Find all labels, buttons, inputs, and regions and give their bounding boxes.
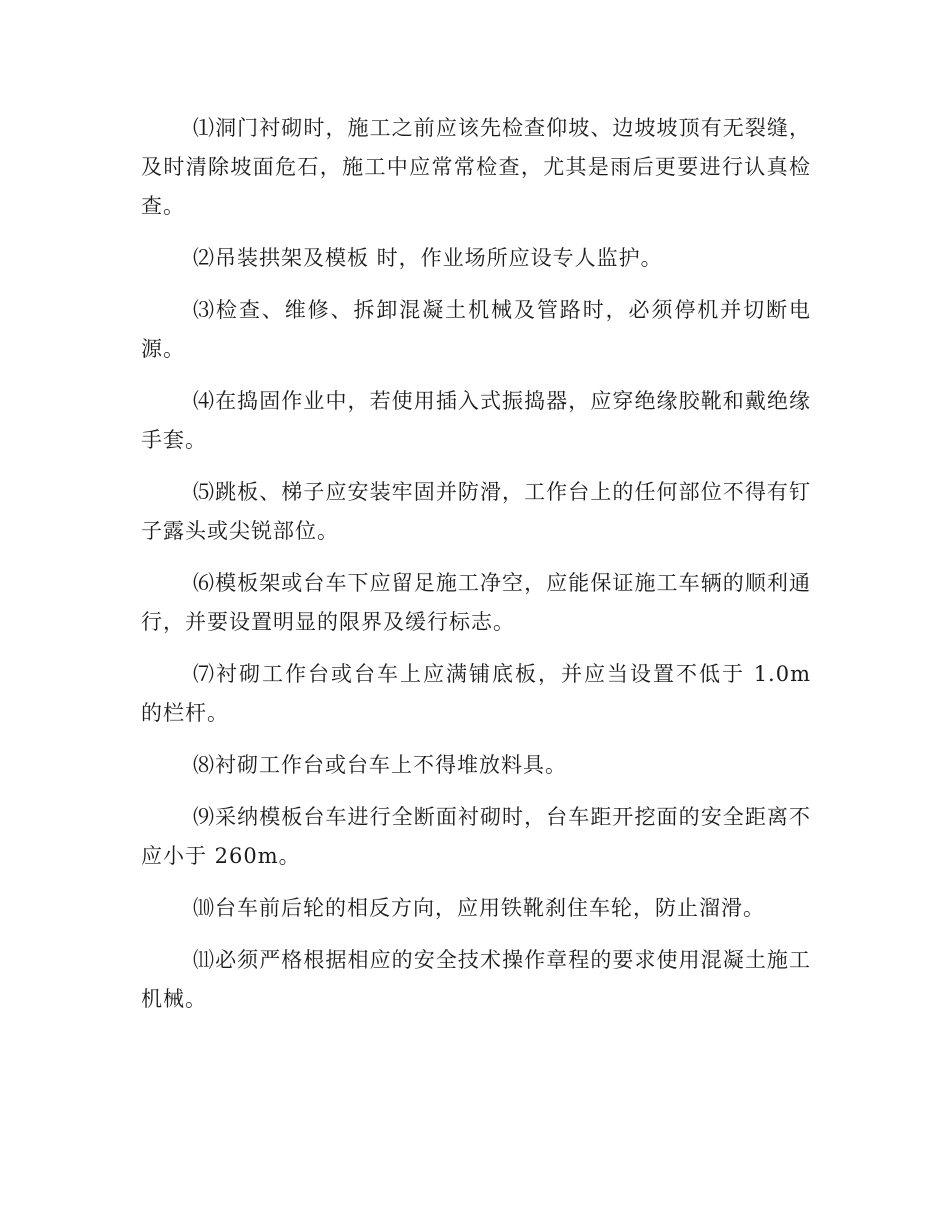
paragraph-2: ⑵吊装拱架及模板 时，作业场所应设专人监护。 — [193, 246, 663, 270]
paragraph-7: ⑺衬砌工作台或台车上应满铺底板，并应当设置不低于 1.0m 的栏杆。 — [141, 662, 811, 725]
paragraph-6: ⑹模板架或台车下应留足施工净空，应能保证施工车辆的顺利通行，并要设置明显的限界及缓行标志。 — [141, 571, 811, 634]
paragraph-5: ⑸跳板、梯子应安装牢固并防滑，工作台上的任何部位不得有钉子露头或尖锐部位。 — [141, 480, 811, 543]
paragraph-9: ⑼采纳模板台车进行全断面衬砌时，台车距开挖面的安全距离不应小于 260m。 — [141, 805, 811, 868]
paragraph-3: ⑶检查、维修、拆卸混凝土机械及管路时，必须停机并切断电源。 — [141, 298, 811, 361]
paragraph-11: ⑾必须严格根据相应的安全技术操作章程的要求使用混凝土施工机械。 — [141, 948, 811, 1011]
paragraph-10: ⑽台车前后轮的相反方向，应用铁靴刹住车轮，防止溜滑。 — [193, 896, 765, 920]
document-body — [141, 109, 811, 1032]
paragraph-8: ⑻衬砌工作台或台车上不得堆放料具。 — [193, 753, 567, 777]
paragraph-4: ⑷在捣固作业中，若使用插入式振捣器，应穿绝缘胶靴和戴绝缘手套。 — [141, 389, 811, 452]
paragraph-1: ⑴洞门衬砌时，施工之前应该先检查仰坡、边坡坡顶有无裂缝，及时清除坡面危石，施工中应常常检查，尤其是雨后更要进行认真检查。 — [141, 116, 811, 218]
